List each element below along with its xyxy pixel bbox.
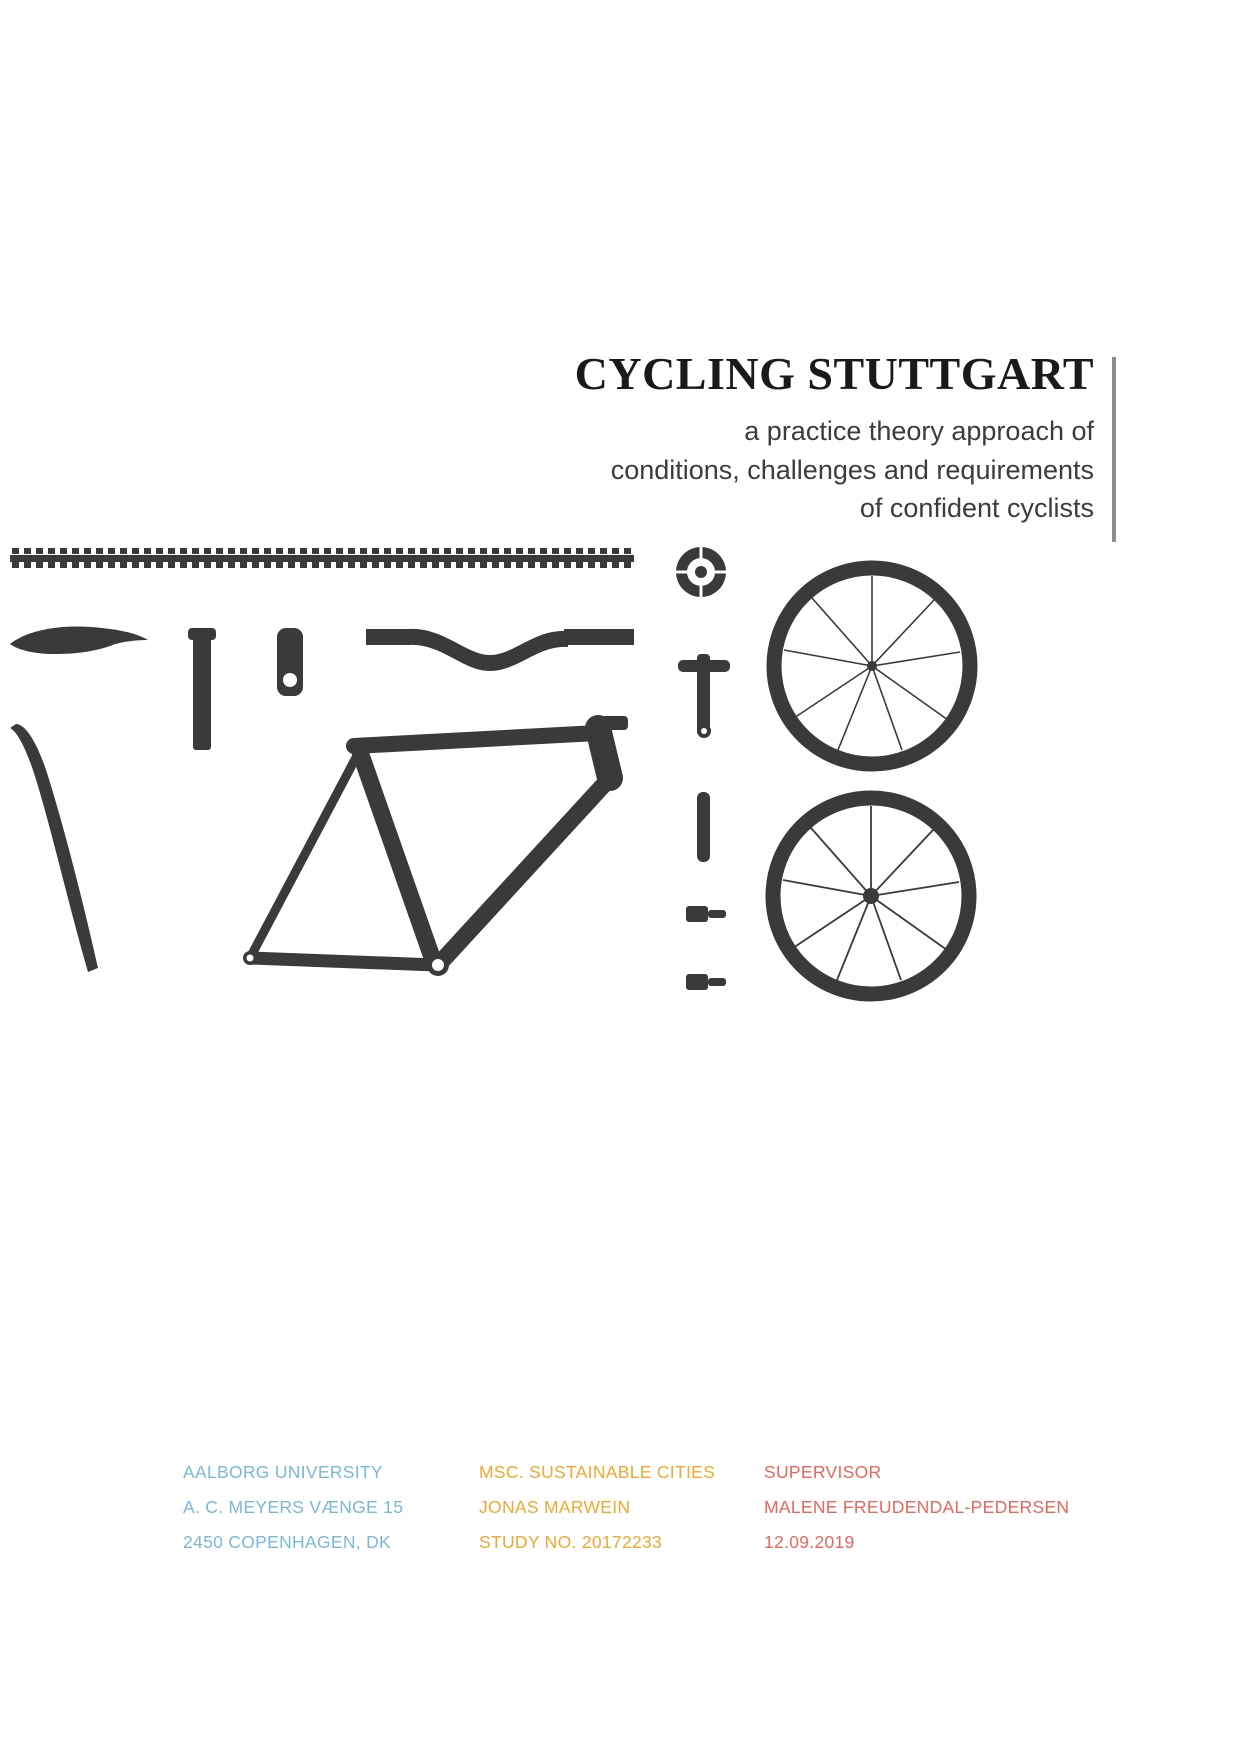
- saddle-icon: [10, 627, 148, 654]
- frame-icon: [250, 728, 610, 965]
- frame-dropouts: [243, 716, 628, 976]
- footer-line: AALBORG UNIVERSITY: [183, 1462, 383, 1482]
- footer-line: 12.09.2019: [764, 1532, 855, 1552]
- footer-line: MALENE FREUDENDAL-PEDERSEN: [764, 1497, 1070, 1517]
- footer-line: STUDY NO. 20172233: [479, 1532, 663, 1552]
- subtitle-line-1: a practice theory approach of: [744, 416, 1094, 447]
- front-wheel-icon: [774, 568, 970, 764]
- bicycle-parts-illustration: [10, 528, 1083, 1036]
- cover-footer: [183, 1455, 1183, 1560]
- footer-line: JONAS MARWEIN: [479, 1497, 631, 1517]
- fender-icon: [10, 724, 98, 972]
- subtitle-line-2: conditions, challenges and requirements: [610, 454, 1094, 485]
- footer-column-supervisor: [764, 1455, 1164, 1560]
- page-title: CYCLING STUTTGART: [574, 348, 1094, 399]
- footer-column-institution: [183, 1455, 479, 1560]
- rear-wheel-icon: [773, 798, 969, 994]
- footer-column-programme: [479, 1455, 764, 1560]
- footer-line: A. C. MEYERS VÆNGE 15: [183, 1497, 404, 1517]
- brake-caliper-1-icon: [686, 906, 726, 922]
- chainring-icon: [676, 547, 726, 597]
- seatpost-icon: [188, 628, 216, 750]
- short-post-icon: [697, 792, 710, 862]
- brake-caliper-2-icon: [686, 974, 726, 990]
- seat-clamp-icon: [277, 628, 303, 696]
- cover-subtitle: [416, 412, 1094, 527]
- footer-line: SUPERVISOR: [764, 1462, 882, 1482]
- chain-icon: [10, 548, 634, 568]
- handlebar-icon: [366, 629, 634, 671]
- fork-icon: [678, 654, 730, 738]
- footer-line: 2450 COPENHAGEN, DK: [183, 1532, 391, 1552]
- subtitle-line-3: of confident cyclists: [859, 492, 1094, 523]
- footer-line: MSC. SUSTAINABLE CITIES: [479, 1462, 716, 1482]
- cover-title-block: [416, 350, 1116, 527]
